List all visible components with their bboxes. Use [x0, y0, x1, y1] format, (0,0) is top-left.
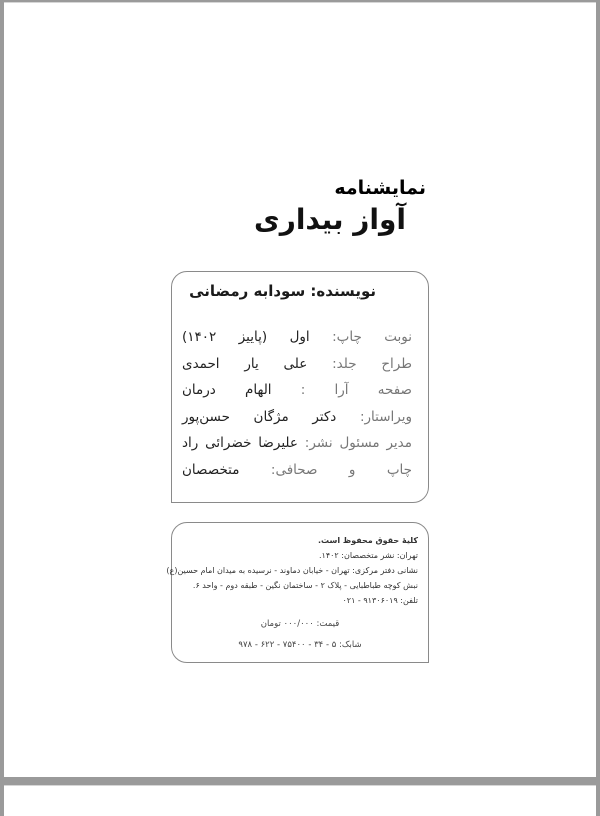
- credit-row: [182, 430, 412, 457]
- credit-value: متخصصان: [182, 461, 240, 478]
- credit-value: الهام درمان: [182, 382, 272, 398]
- credit-row: [182, 377, 412, 404]
- credit-value: اول (پاییز ۱۴۰۲): [182, 329, 310, 345]
- book-genre: نمایشنامه: [334, 177, 426, 199]
- credit-row: [182, 457, 412, 484]
- credit-value: علی یار احمدی: [182, 355, 308, 372]
- credit-row: [182, 404, 412, 431]
- address-line-1: نشانی دفتر مرکزی: تهران - خیابان دماوند - نرسیده به میدان امام حسین(ع): [166, 566, 418, 575]
- author-line: نویسنده: سودابه رمضانی: [189, 282, 376, 300]
- credit-label: نوبت چاپ:: [332, 329, 412, 345]
- legal-box: [166, 522, 429, 663]
- page: [4, 2, 596, 777]
- phone-line: تلفن: ۹۱۳۰۶۰۱۹ - ۰۲۱: [342, 596, 418, 605]
- credits-list: [182, 324, 412, 483]
- isbn-line: شابک: ۵ - ۳۴ - ۷۵۴۰۰ - ۶۲۲ - ۹۷۸: [238, 640, 362, 650]
- credit-label: صفحه آرا :: [300, 382, 413, 398]
- credit-label: مدیر مسئول نشر:: [304, 435, 412, 451]
- credit-row: [182, 324, 412, 351]
- credits-box: [171, 271, 429, 503]
- credit-label: ویراستار:: [359, 408, 413, 425]
- credit-value: دکتر مژگان حسن‌پور: [182, 408, 337, 425]
- credit-label: چاپ و صحافی:: [270, 461, 412, 478]
- book-title: آواز بیداری: [254, 203, 406, 236]
- publisher-line: تهران: نشر متخصصان: ۱۴۰۲.: [318, 551, 418, 560]
- credit-value: علیرضا خضرائی راد: [182, 435, 298, 451]
- price-line: قیمت: ۰۰۰/۰۰۰ تومان: [260, 619, 340, 629]
- address-line-2: نبش کوچه طباطبایی - پلاک ۲ - ساختمان نگین - طبقه دوم - واحد ۶.: [192, 581, 418, 590]
- next-page: [4, 785, 596, 816]
- credit-row: [182, 351, 412, 378]
- legal-info: [166, 533, 418, 608]
- rights-notice: کلیهٔ حقوق محفوظ است.: [318, 536, 418, 545]
- credit-label: طراح جلد:: [332, 355, 412, 372]
